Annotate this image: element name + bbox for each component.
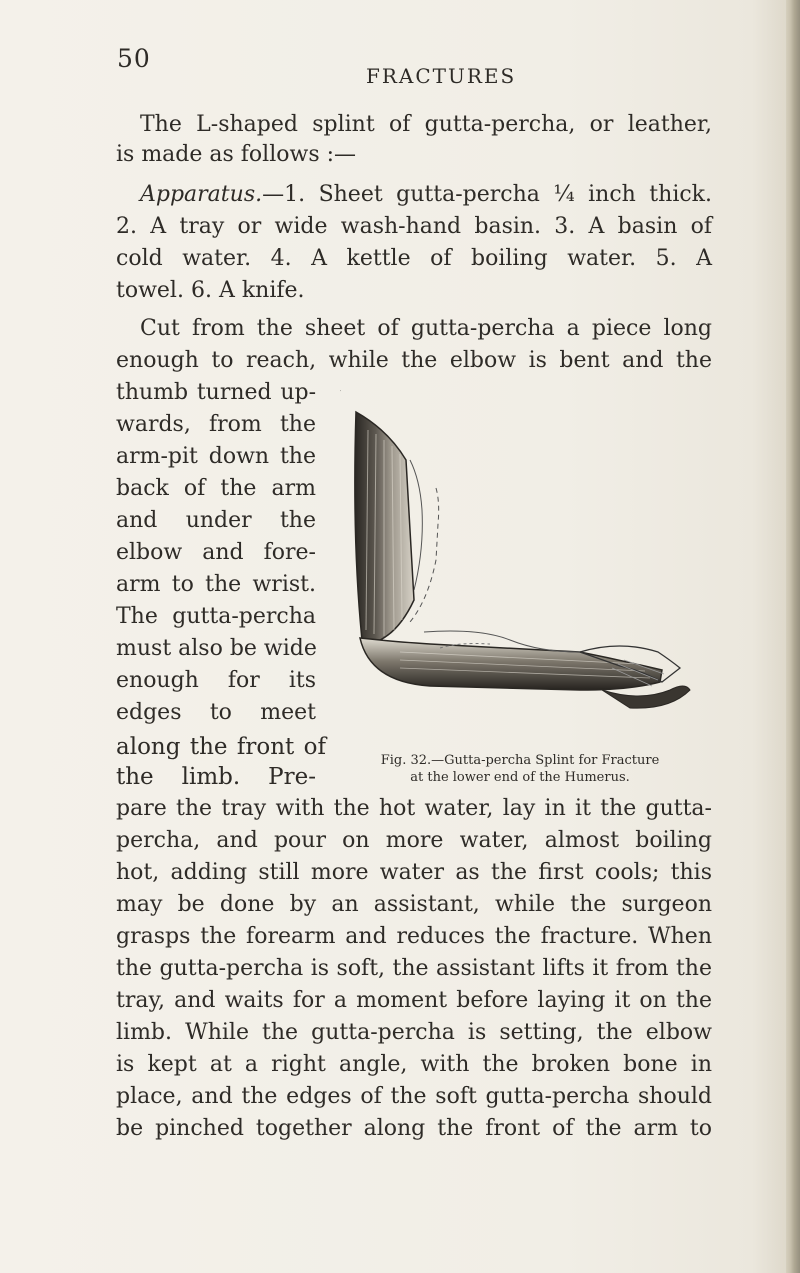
splint-illustration [340, 390, 720, 750]
para3-narrow-line-3: arm-pit down the [116, 444, 316, 469]
para3-narrow-line-9: must also be wide [116, 636, 317, 661]
para3-rest-line-9: is kept at a right angle, with the broken bone in [116, 1052, 712, 1077]
figure-caption [330, 752, 710, 786]
para3-rest-line-5: grasps the forearm and reduces the fracture. When [116, 924, 712, 949]
para3-narrow-line-4: back of the arm [116, 476, 316, 501]
page-number: 50 [117, 44, 151, 73]
para3-narrow-line-12: along the front of [116, 734, 326, 760]
figure-caption-line-1: Fig. 32.—Gutta-percha Splint for Fracture [380, 753, 660, 768]
para3-narrow-line-2: wards, from the [116, 412, 316, 437]
running-head: FRACTURES [366, 64, 517, 88]
para1-line-1: The L-shaped splint of gutta-percha, or leather, [140, 112, 712, 137]
para3-line-2: enough to reach, while the elbow is bent and the [116, 348, 712, 373]
para3-rest-line-2: percha, and pour on more water, almost boiling [116, 828, 712, 853]
para3-line-1: Cut from the sheet of gutta-percha a piece long [140, 316, 712, 341]
para3-rest-line-10: place, and the edges of the soft gutta-percha should [116, 1084, 712, 1109]
para3-rest-line-4: may be done by an assistant, while the surgeon [116, 892, 712, 917]
para3-rest-line-11: be pinched together along the front of the arm to [116, 1116, 712, 1141]
page-edge-shadow [786, 0, 800, 1273]
figure-caption-line-2: at the lower end of the Humerus. [410, 770, 630, 785]
para3-narrow-line-1: thumb turned up- [116, 380, 316, 405]
apparatus-line-3: cold water. 4. A kettle of boiling water. 5. A [116, 246, 712, 271]
para1-line-2: is made as follows :— [116, 142, 357, 167]
para3-rest-line-7: tray, and waits for a moment before laying it on the [116, 988, 712, 1013]
para3-narrow-line-10: enough for its [116, 668, 316, 693]
para3-narrow-line-13: the limb. Pre- [116, 764, 316, 790]
para3-narrow-line-8: The gutta-percha [116, 604, 316, 629]
para3-narrow-line-7: arm to the wrist. [116, 572, 316, 597]
apparatus-line-1-rest: —1. Sheet gutta-percha ¼ inch thick. [262, 182, 712, 207]
para3-rest-line-1: pare the tray with the hot water, lay in it the gutta- [116, 796, 712, 821]
apparatus-line-2: 2. A tray or wide wash-hand basin. 3. A basin of [116, 214, 712, 239]
para3-rest-line-3: hot, adding still more water as the first cools; this [116, 860, 712, 885]
para3-narrow-line-5: and under the [116, 508, 316, 533]
apparatus-line-1 [140, 184, 712, 206]
para3-narrow-line-11: edges to meet [116, 700, 316, 725]
para3-rest-line-6: the gutta-percha is soft, the assistant lifts it from the [116, 956, 712, 981]
apparatus-line-4: towel. 6. A knife. [116, 278, 305, 303]
apparatus-label: Apparatus. [140, 182, 263, 207]
para3-narrow-line-6: elbow and fore- [116, 540, 316, 565]
para3-rest-line-8: limb. While the gutta-percha is setting, the elbow [116, 1020, 712, 1045]
